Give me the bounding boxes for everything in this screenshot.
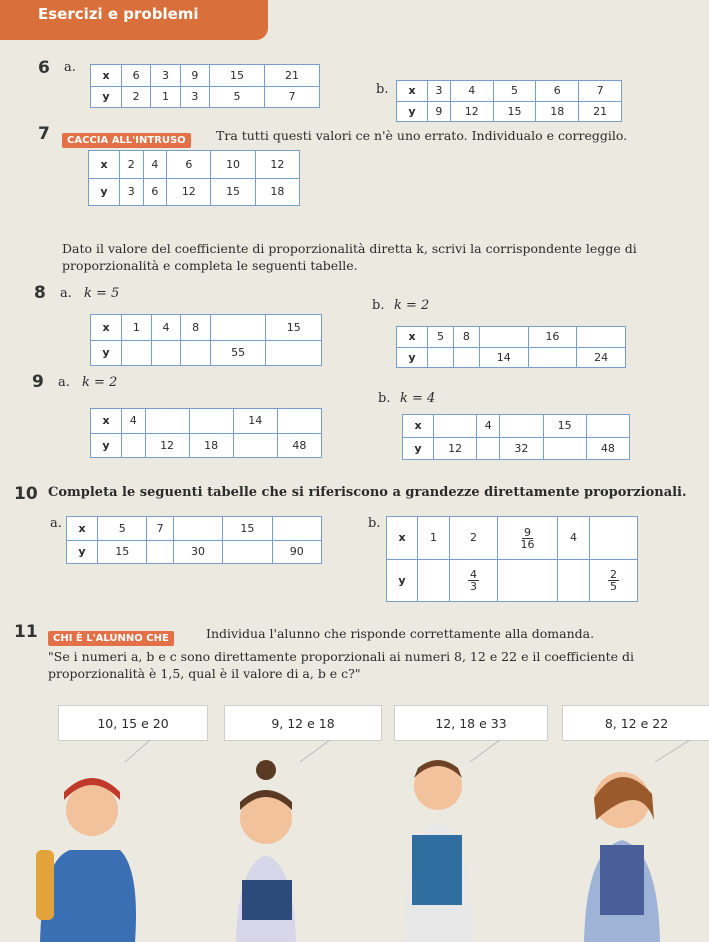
fraction-denominator: 16 (520, 537, 535, 551)
table-cell: x (403, 415, 434, 438)
table-cell (450, 559, 498, 602)
table-cell: 2 (122, 86, 151, 108)
table-cell: 4 (143, 151, 167, 179)
exercise-8a-k: k = 5 (84, 286, 120, 301)
fraction-denominator: 5 (610, 580, 617, 594)
table-cell: 18 (189, 433, 233, 458)
table-cell: 8 (453, 327, 479, 348)
table-cell (434, 415, 477, 438)
table-row (91, 433, 322, 458)
table-row (91, 86, 320, 108)
table-cell: 9 (428, 101, 451, 122)
table-cell (590, 559, 638, 602)
table-cell: 4 (151, 315, 181, 341)
instructions-text: Dato il valore del coefficiente di proporzionalità diretta k, scrivi la corrispondente legge di proporzionalità e completa le seguenti tabelle. (62, 241, 637, 273)
table-cell: 21 (579, 101, 622, 122)
table-cell: 4 (122, 409, 146, 434)
table-row (91, 315, 322, 341)
table-cell: 9 (180, 65, 209, 87)
table-row (91, 65, 320, 87)
exercise-11-question: "Se i numeri a, b e c sono direttamente proporzionali ai numeri 8, 12 e 22 e il coefficiente di proporzionalità è 1,5, qual è il valore di a, b e c?" (48, 649, 635, 681)
table-cell: y (67, 540, 98, 564)
table-cell: x (89, 151, 120, 179)
student-4[interactable] (584, 740, 690, 942)
table-cell: 3 (180, 86, 209, 108)
exercise-9a-label: a. (58, 375, 70, 390)
table-cell: 4 (558, 517, 590, 560)
table-cell: y (403, 437, 434, 460)
exercise-6a-table (90, 64, 320, 108)
table-cell (577, 327, 626, 348)
table-cell: y (91, 433, 122, 458)
table-row (387, 517, 638, 560)
table-cell: 32 (500, 437, 543, 460)
fraction (468, 569, 479, 592)
exercise-6-number: 6 (38, 58, 50, 78)
table-cell: y (91, 340, 122, 366)
table-cell: 15 (223, 517, 272, 541)
table-row (387, 559, 638, 602)
exercise-8b-label: b. (372, 298, 385, 313)
table-cell (223, 540, 272, 564)
exercise-7-text: Tra tutti questi valori ce n'è uno errato. Individualo e correggilo. (216, 128, 628, 143)
exercise-6a-label: a. (64, 60, 76, 75)
table-cell: 12 (145, 433, 189, 458)
table-cell: x (91, 65, 122, 87)
table-cell: y (397, 101, 428, 122)
table-cell (189, 409, 233, 434)
exercise-8a-table (90, 314, 322, 366)
section-title: Esercizi e problemi (38, 5, 199, 23)
fraction (521, 527, 535, 550)
table-cell: 12 (450, 101, 493, 122)
table-cell: x (91, 315, 122, 341)
fraction-numerator: 4 (470, 568, 477, 582)
table-cell: 7 (147, 517, 173, 541)
exercise-7-number: 7 (38, 124, 50, 144)
exercise-10-number: 10 (14, 484, 38, 504)
table-cell: x (91, 409, 122, 434)
table-cell: 6 (143, 178, 167, 206)
table-cell: 55 (210, 340, 266, 366)
table-cell (558, 559, 590, 602)
table-cell (122, 340, 152, 366)
table-cell: 10 (211, 151, 255, 179)
table-cell: 3 (428, 81, 451, 102)
table-cell (590, 517, 638, 560)
table-row (67, 517, 322, 541)
table-cell: 3 (120, 178, 144, 206)
fraction-numerator: 2 (610, 568, 617, 582)
exercise-11-text: Individua l'alunno che risponde correttamente alla domanda. (206, 626, 595, 641)
student-3[interactable] (404, 740, 500, 942)
table-cell: 15 (543, 415, 586, 438)
answer-bubble-3[interactable]: 12, 18 e 33 (394, 705, 548, 741)
tag-chi-e: CHI È L'ALUNNO CHE (48, 631, 174, 646)
exercise-9a-k: k = 2 (82, 375, 118, 390)
table-cell: 14 (233, 409, 277, 434)
exercise-7-tag (62, 128, 191, 147)
table-cell (498, 559, 558, 602)
table-cell: 8 (181, 315, 211, 341)
table-cell (543, 437, 586, 460)
table-cell: 7 (579, 81, 622, 102)
student-1[interactable] (36, 740, 150, 942)
table-cell: 2 (450, 517, 498, 560)
exercise-7-table (88, 150, 300, 206)
table-cell: 24 (577, 347, 626, 368)
exercise-10-text: Completa le seguenti tabelle che si riferiscono a grandezze direttamente proporzionali. (48, 485, 687, 500)
table-row (397, 327, 626, 348)
answer-bubble-2[interactable]: 9, 12 e 18 (224, 705, 382, 741)
table-cell (147, 540, 173, 564)
table-cell: x (387, 517, 418, 560)
exercise-10a-table (66, 516, 322, 564)
table-cell (453, 347, 479, 368)
table-cell (477, 437, 500, 460)
table-cell: 18 (536, 101, 579, 122)
student-2[interactable] (236, 740, 330, 942)
table-cell (151, 340, 181, 366)
exercise-6b-table (396, 80, 622, 122)
table-cell: x (397, 327, 428, 348)
table-cell: 4 (477, 415, 500, 438)
table-cell: 15 (209, 65, 264, 87)
exercise-8a-label: a. (60, 286, 72, 301)
table-cell: 3 (151, 65, 180, 87)
table-cell: 12 (167, 178, 211, 206)
table-cell: 1 (122, 315, 152, 341)
table-cell: 15 (98, 540, 147, 564)
table-cell (586, 415, 629, 438)
table-cell: 1 (418, 517, 450, 560)
section-header (0, 0, 268, 40)
exercise-9b-k: k = 4 (400, 391, 436, 406)
fraction-numerator: 9 (524, 525, 531, 539)
table-cell: 2 (120, 151, 144, 179)
exercise-9b-label: b. (378, 391, 391, 406)
table-cell: x (67, 517, 98, 541)
table-cell: 12 (434, 437, 477, 460)
table-cell: 6 (167, 151, 211, 179)
exercise-11-tag (48, 626, 174, 645)
table-cell (145, 409, 189, 434)
table-cell (500, 415, 543, 438)
table-cell: 15 (211, 178, 255, 206)
table-cell: 21 (264, 65, 319, 87)
table-row (403, 437, 630, 460)
table-cell (498, 517, 558, 560)
fraction-denominator: 3 (470, 580, 477, 594)
table-row (67, 540, 322, 564)
table-cell (277, 409, 321, 434)
table-row (397, 101, 622, 122)
table-cell: 48 (586, 437, 629, 460)
fraction (608, 569, 619, 592)
table-cell (428, 347, 454, 368)
exercise-11-number: 11 (14, 622, 38, 642)
table-cell: 12 (255, 151, 299, 179)
table-cell (173, 517, 222, 541)
table-row (403, 415, 630, 438)
table-cell: x (397, 81, 428, 102)
exercise-10a-label: a. (50, 516, 62, 531)
table-cell: 30 (173, 540, 222, 564)
table-cell (479, 327, 528, 348)
exercise-8-number: 8 (34, 283, 46, 303)
exercise-8b-k: k = 2 (394, 298, 430, 313)
table-cell (233, 433, 277, 458)
table-cell: 16 (528, 327, 577, 348)
table-cell: y (397, 347, 428, 368)
table-cell (210, 315, 266, 341)
table-row (91, 409, 322, 434)
table-cell (272, 517, 321, 541)
table-cell (181, 340, 211, 366)
table-cell: 18 (255, 178, 299, 206)
table-row (397, 81, 622, 102)
table-row (89, 151, 300, 179)
exercise-6b-label: b. (376, 82, 389, 97)
exercise-8b-table (396, 326, 626, 368)
table-cell: y (89, 178, 120, 206)
exercise-10b-table (386, 516, 638, 602)
exercise-9a-table (90, 408, 322, 458)
answer-bubble-1[interactable]: 10, 15 e 20 (58, 705, 208, 741)
exercise-9b-table (402, 414, 630, 460)
table-cell: 5 (493, 81, 536, 102)
table-cell: 6 (536, 81, 579, 102)
table-cell: 5 (98, 517, 147, 541)
table-cell: 6 (122, 65, 151, 87)
table-row (397, 347, 626, 368)
table-cell: 5 (209, 86, 264, 108)
table-row (91, 340, 322, 366)
answer-bubble-4[interactable]: 8, 12 e 22 (562, 705, 709, 741)
table-cell: 90 (272, 540, 321, 564)
table-cell: y (387, 559, 418, 602)
students-illustration (0, 740, 709, 942)
table-cell: 5 (428, 327, 454, 348)
table-cell: 15 (493, 101, 536, 122)
table-cell: 48 (277, 433, 321, 458)
table-row (89, 178, 300, 206)
table-cell: 14 (479, 347, 528, 368)
table-cell (528, 347, 577, 368)
table-cell: y (91, 86, 122, 108)
table-cell (122, 433, 146, 458)
table-cell: 7 (264, 86, 319, 108)
exercise-10b-label: b. (368, 516, 381, 531)
table-cell (266, 340, 322, 366)
exercise-9-number: 9 (32, 372, 44, 392)
table-cell (418, 559, 450, 602)
table-cell: 4 (450, 81, 493, 102)
table-cell: 1 (151, 86, 180, 108)
tag-caccia: CACCIA ALL'INTRUSO (62, 133, 191, 148)
table-cell: 15 (266, 315, 322, 341)
